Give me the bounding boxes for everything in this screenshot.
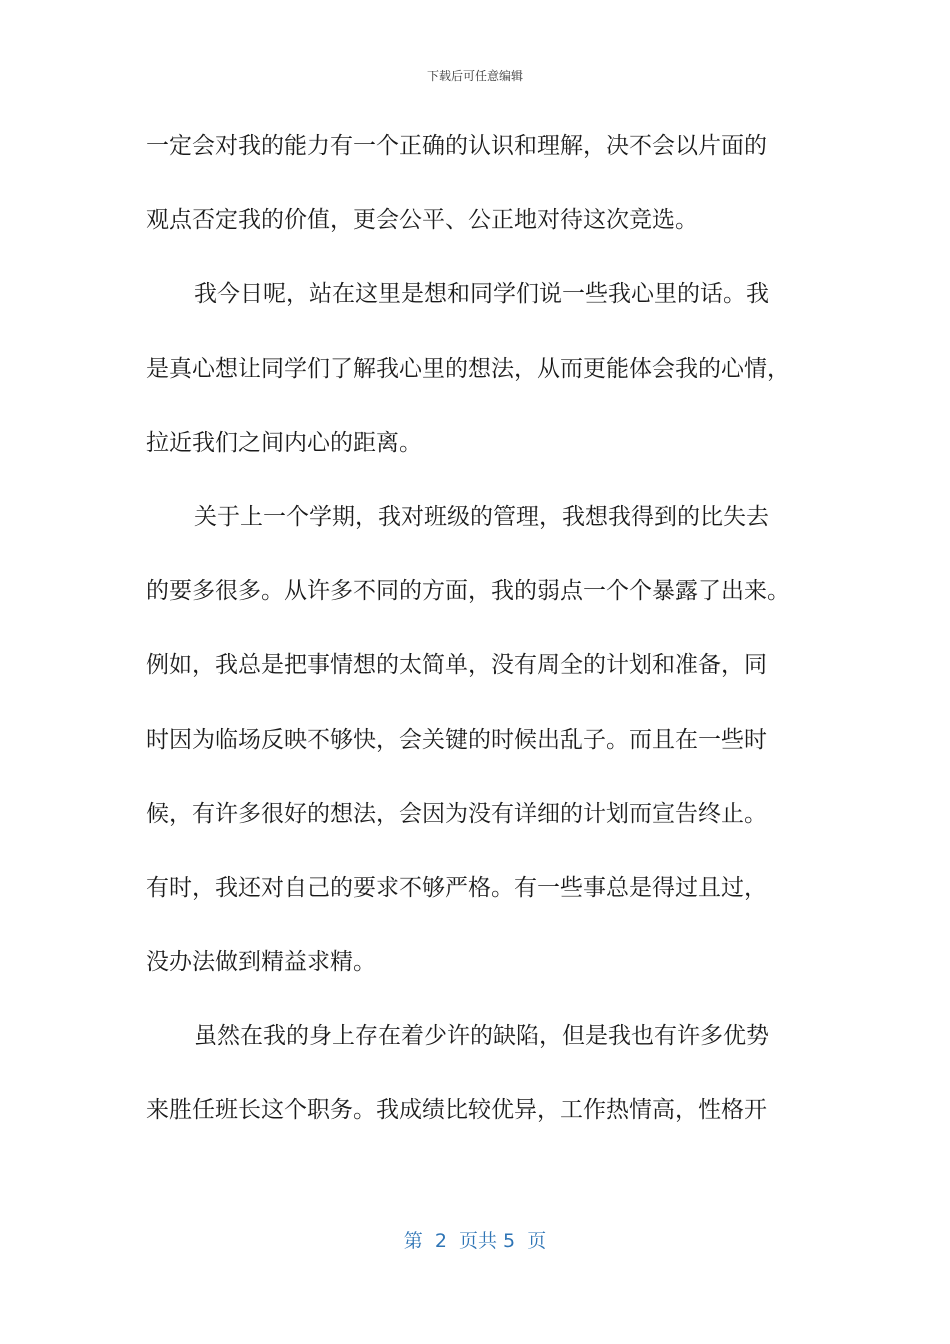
- text-line: 没办法做到精益求精。: [146, 949, 376, 976]
- text-line: 观点否定我的价值，更会公平、公正地对待这次竞选。: [146, 207, 698, 234]
- text-line: 有时，我还对自己的要求不够严格。有一些事总是得过且过，: [146, 874, 767, 901]
- header-note: 下载后可任意编辑: [426, 69, 523, 83]
- text-line: 候，有许多很好的想法，会因为没有详细的计划而宣告终止。: [146, 800, 767, 827]
- text-line: 例如，我总是把事情想的太简单，没有周全的计划和准备，同: [146, 652, 767, 679]
- text-line: 虽然在我的身上存在着少许的缺陷，但是我也有许多优势: [194, 1023, 769, 1050]
- text-line: 来胜任班长这个职务。我成绩比较优异，工作热情高，性格开: [146, 1097, 767, 1124]
- text-line: 我今日呢，站在这里是想和同学们说一些我心里的话。我: [194, 281, 769, 308]
- page-number: 第 2 页共 5 页: [403, 1230, 547, 1252]
- text-line: 是真心想让同学们了解我心里的想法，从而更能体会我的心情，: [146, 355, 790, 382]
- text-line: 一定会对我的能力有一个正确的认识和理解，决不会以片面的: [146, 133, 767, 159]
- text-line: 拉近我们之间内心的距离。: [146, 429, 422, 456]
- text-line: 关于上一个学期，我对班级的管理，我想我得到的比失去: [194, 503, 769, 530]
- text-line: 的要多很多。从许多不同的方面，我的弱点一个个暴露了出来。: [146, 578, 790, 605]
- text-line: 时因为临场反映不够快，会关键的时候出乱子。而且在一些时: [146, 726, 767, 753]
- body-text: [146, 126, 811, 1165]
